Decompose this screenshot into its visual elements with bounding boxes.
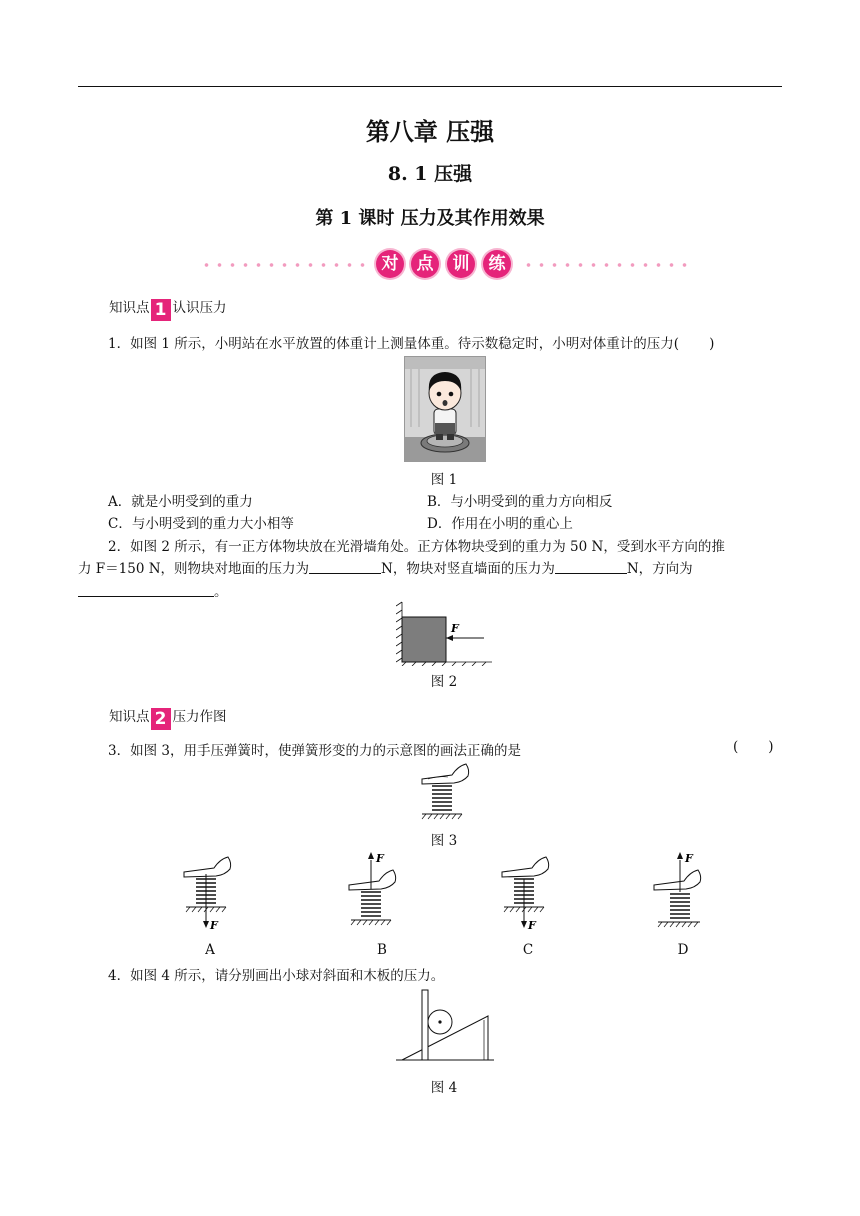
fig2-force-label: F (451, 622, 459, 635)
figure-2-caption: 图 2 (430, 674, 458, 690)
q3-option-d-figure[interactable] (650, 848, 710, 932)
q3a-force-label: F (210, 919, 218, 932)
q3-option-b-figure[interactable] (345, 848, 405, 932)
question-1 (108, 332, 784, 352)
q3-option-c-figure[interactable] (498, 852, 558, 934)
figure-3-caption: 图 3 (430, 833, 458, 849)
banner-char-1: 对 (376, 250, 404, 278)
q3b-force-label: F (376, 852, 384, 865)
banner-dots-right (522, 263, 690, 267)
figure-1-caption: 图 1 (430, 472, 458, 488)
q2-period: 。 (214, 584, 228, 600)
boy-illustration (405, 357, 485, 461)
q2-blank-ground-pressure[interactable] (309, 560, 381, 574)
question-2-line-3 (78, 580, 784, 600)
q3-option-a-label[interactable]: A (205, 942, 215, 958)
q3-option-b-label[interactable]: B (377, 942, 387, 958)
q1-option-d[interactable]: D．作用在小明的重心上 (427, 516, 573, 532)
section-title: 8. 1 压强 (387, 163, 473, 185)
q2-text-a: 力 F＝150 N，则物块对地面的压力为 (78, 561, 310, 577)
figure-1-boy-on-scale (404, 356, 486, 462)
banner-char-4: 练 (483, 250, 511, 278)
kp-title: 压力作图 (172, 709, 227, 725)
q1-option-b[interactable]: B．与小明受到的重力方向相反 (427, 494, 613, 510)
question-3 (108, 739, 784, 759)
figure-4-caption: 图 4 (430, 1080, 458, 1096)
kp-number-badge: 2 (151, 708, 171, 730)
q3-stem: 3．如图 3，用手压弹簧时，使弹簧形变的力的示意图的画法正确的是 (108, 743, 521, 759)
kp-title: 认识压力 (172, 300, 227, 316)
q1-option-c[interactable]: C．与小明受到的重力大小相等 (108, 516, 294, 532)
kp-prefix: 知识点 (109, 300, 150, 316)
q3-answer-bracket: ( ) (733, 739, 774, 755)
figure-4-ball-board-incline (394, 986, 496, 1068)
knowledge-point-1 (109, 296, 227, 321)
banner-char-2: 点 (411, 250, 439, 278)
q1-answer-bracket: ) (679, 336, 715, 352)
top-rule (78, 86, 782, 87)
question-2-line-1: 2．如图 2 所示，有一正方体物块放在光滑墙角处。正方体物块受到的重力为 50 N，受到水平方向的推 (108, 539, 725, 555)
banner-char-3: 训 (447, 250, 475, 278)
q2-blank-wall-pressure[interactable] (555, 560, 627, 574)
q2-blank-direction[interactable] (78, 583, 214, 597)
knowledge-point-2 (109, 705, 227, 730)
practice-banner (200, 248, 690, 280)
figure-2-block-in-corner (396, 600, 492, 666)
lesson-title: 第 1 课时 压力及其作用效果 (315, 208, 545, 229)
chapter-title: 第八章 压强 (365, 117, 495, 146)
question-2-line-2 (78, 557, 784, 577)
q1-stem: 1．如图 1 所示，小明站在水平放置的体重计上测量体重。待示数稳定时，小明对体重计的压力( (108, 336, 680, 352)
question-4: 4．如图 4 所示，请分别画出小球对斜面和木板的压力。 (108, 968, 445, 984)
q3-option-a-figure[interactable] (180, 852, 240, 934)
q3-option-c-label[interactable]: C (522, 942, 534, 958)
q1-option-a[interactable]: A．就是小明受到的重力 (108, 494, 253, 510)
kp-number-badge: 1 (151, 299, 171, 321)
q3-option-d-label[interactable]: D (677, 942, 689, 958)
q3c-force-label: F (528, 919, 536, 932)
q2-text-c: N，方向为 (626, 561, 693, 577)
q2-text-b: N，物块对竖直墙面的压力为 (381, 561, 555, 577)
kp-prefix: 知识点 (109, 709, 150, 725)
q3d-force-label: F (685, 852, 693, 865)
figure-3-hand-on-spring (418, 758, 474, 822)
banner-dots-left (200, 263, 368, 267)
